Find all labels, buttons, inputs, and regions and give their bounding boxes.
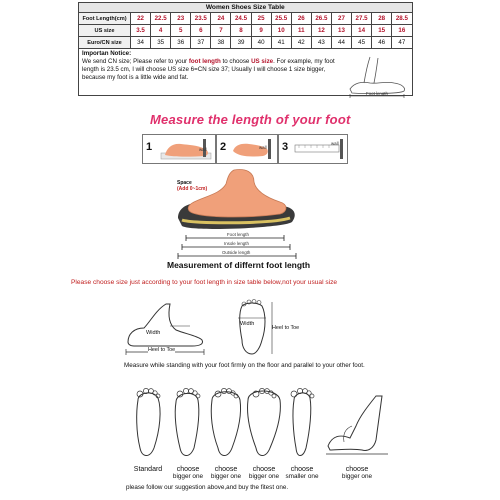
size-cell: 27.5: [352, 13, 372, 25]
size-row: [79, 25, 413, 37]
size-cell: 23.5: [191, 13, 211, 25]
footer-note: please follow our suggestion above,and buy the fitest one.: [126, 484, 289, 491]
size-cell: 5: [171, 25, 191, 37]
foot-shape-icon: [168, 386, 208, 460]
step-3-wall-label: wall: [331, 141, 339, 146]
foot-length-tag: Foot length: [366, 91, 388, 96]
size-cell: 46: [372, 37, 392, 49]
size-row: [79, 37, 413, 49]
size-cell: 41: [271, 37, 291, 49]
size-cell: 4: [151, 25, 171, 37]
step-3-number: 3: [282, 141, 289, 153]
foot-shape-icon: [128, 386, 168, 460]
size-cell: 11: [291, 25, 311, 37]
size-cell: 28.5: [392, 13, 412, 25]
foot-type-6: [322, 386, 392, 480]
foot-type-label: choose: [214, 466, 238, 473]
step-1-box: [142, 134, 216, 164]
size-cell: 6: [191, 25, 211, 37]
foot-length-label: Foot length: [227, 232, 249, 237]
size-cell: 15: [372, 25, 392, 37]
high-arch-foot-icon: [322, 386, 392, 460]
size-cell: 44: [331, 37, 351, 49]
size-row-header: Foot Length(cm): [79, 13, 131, 25]
space-label: Space: [177, 180, 192, 186]
step-1-number: 1: [146, 141, 153, 153]
size-cell: 22: [131, 13, 151, 25]
width-label-top: Width: [240, 321, 255, 327]
size-cell: 14: [352, 25, 372, 37]
size-cell: 37: [191, 37, 211, 49]
size-row-header: US size: [79, 25, 131, 37]
foot-type-1: [128, 386, 168, 473]
foot-type-2: [168, 386, 208, 480]
size-cell: 25: [251, 13, 271, 25]
notice-highlight-foot-length: foot length: [188, 58, 221, 65]
size-cell: 47: [392, 37, 412, 49]
step-2-wall-label: wall: [259, 145, 267, 150]
foot-type-sublabel: bigger one: [248, 473, 280, 480]
top-foot-width-diagram: [228, 298, 278, 358]
width-label-side: Width: [146, 330, 161, 336]
heel-to-toe-label-side: Heel to Toe: [148, 347, 176, 353]
foot-against-wall-icon: [229, 137, 275, 161]
measure-heading: Measure the length of your foot: [150, 112, 351, 127]
size-cell: 10: [271, 25, 291, 37]
foot-type-sublabel: bigger one: [210, 473, 242, 480]
foot-type-label: choose: [176, 466, 200, 473]
step-2-box: [216, 134, 278, 164]
measure-caption: Measurement of differnt foot length: [167, 260, 311, 270]
foot-type-sublabel: bigger one: [341, 473, 373, 480]
notice-text-1: We send CN size; Please refer to your: [82, 58, 189, 65]
foot-type-label: Standard: [133, 466, 163, 473]
measure-instruction: Measure while standing with your foot firmly on the floor and parallel to your other foot.: [124, 362, 365, 369]
space-range: (Add 0~1cm): [177, 186, 208, 192]
size-cell: 3.5: [131, 25, 151, 37]
size-cell: 45: [352, 37, 372, 49]
size-note: Please choose size just according to your foot length in size table below,not your usual size: [71, 279, 338, 286]
size-cell: 40: [251, 37, 271, 49]
step-1-wall-label: wall: [199, 147, 207, 152]
size-cell: 36: [171, 37, 191, 49]
outsole-length-label: Outside length: [222, 250, 251, 255]
size-cell: 28: [372, 13, 392, 25]
size-cell: 39: [231, 37, 251, 49]
notice-highlight-us-size: US size: [251, 58, 274, 65]
size-cell: 27: [331, 13, 351, 25]
foot-type-sublabel: smaller one: [285, 473, 319, 480]
size-cell: 42: [291, 37, 311, 49]
foot-shape-icon: [244, 386, 284, 460]
foot-type-sublabel: bigger one: [172, 473, 204, 480]
insole-length-label: Insole length: [224, 241, 249, 246]
size-cell: 24.5: [231, 13, 251, 25]
foot-type-4: [244, 386, 284, 480]
notice-text-2: to choose: [220, 58, 252, 65]
size-cell: 24: [211, 13, 231, 25]
foot-shape-icon: [206, 386, 246, 460]
size-cell: 26: [291, 13, 311, 25]
notice-title: Importan Notice:: [82, 50, 132, 57]
size-cell: 8: [231, 25, 251, 37]
notice-text-3: . For example, my foot length is 23.5 cm, I will choose US size 6=CN size 37; Usually I will choose 1 size bigger, because my foot is a little wide and fat.: [82, 58, 335, 81]
foot-type-label: choose: [252, 466, 276, 473]
size-cell: 9: [251, 25, 271, 37]
size-cell: 7: [211, 25, 231, 37]
table-title-row: [79, 3, 413, 13]
size-cell: 26.5: [311, 13, 331, 25]
table-title: Women Shoes Size Table: [79, 3, 413, 13]
foot-type-label: choose: [345, 466, 369, 473]
size-row: [79, 13, 413, 25]
size-cell: 25.5: [271, 13, 291, 25]
size-cell: 23: [171, 13, 191, 25]
size-cell: 16: [392, 25, 412, 37]
step-2-number: 2: [220, 141, 227, 153]
size-row-header: Euro/CN size: [79, 37, 131, 49]
size-cell: 34: [131, 37, 151, 49]
foot-type-3: [206, 386, 246, 480]
size-cell: 38: [211, 37, 231, 49]
measure-steps: [142, 134, 347, 164]
size-cell: 35: [151, 37, 171, 49]
size-cell: 13: [331, 25, 351, 37]
size-cell: 43: [311, 37, 331, 49]
step-3-box: [278, 134, 348, 164]
size-cell: 12: [311, 25, 331, 37]
heel-to-toe-label-top: Heel to Toe: [272, 325, 300, 331]
foot-type-5: [282, 386, 322, 480]
foot-shape-icon: [282, 386, 322, 460]
foot-type-label: choose: [290, 466, 314, 473]
size-cell: 22.5: [151, 13, 171, 25]
